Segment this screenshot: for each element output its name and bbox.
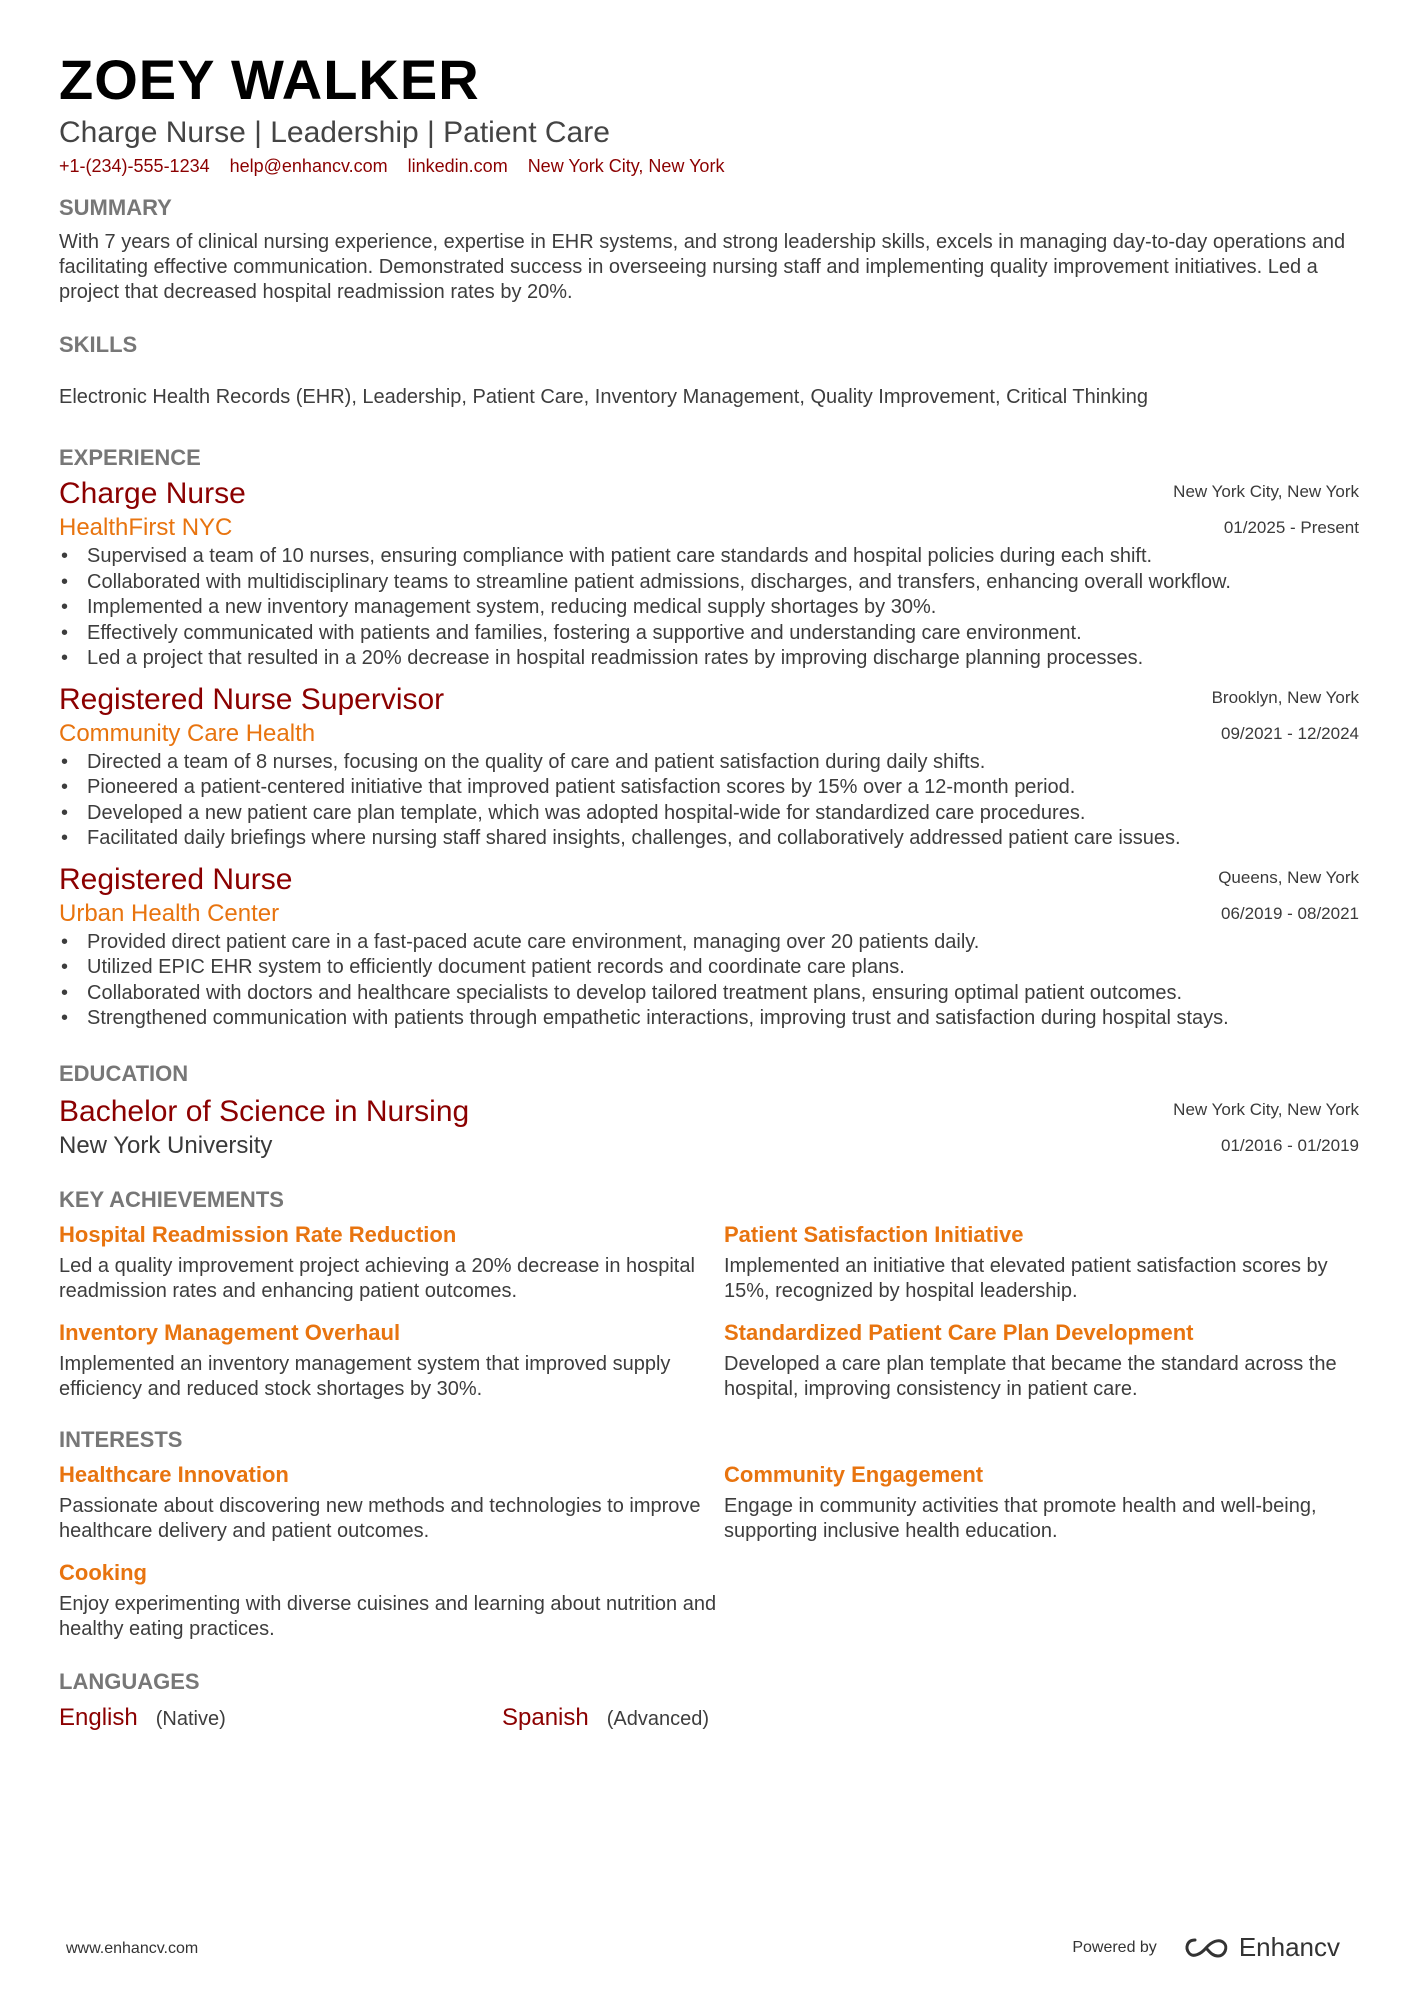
skills-text: Electronic Health Records (EHR), Leadership, Patient Care, Inventory Management, Quality Improvement, Critical Thinking <box>59 386 1148 408</box>
email-link[interactable]: help@enhancv.com <box>229 156 388 176</box>
interest-item <box>724 1460 1359 1544</box>
bullet-item: • Utilized EPIC EHR system to efficiently document patient records and coordinate care plans. <box>59 955 1359 981</box>
interests-grid <box>59 1460 1359 1642</box>
achievement-desc: Developed a care plan template that became the standard across the hospital, improving consistency in patient care. <box>724 1352 1337 1400</box>
bullet-item: • Led a project that resulted in a 20% decrease in hospital readmission rates by improving discharge planning processes. <box>59 646 1359 672</box>
bullet-item: • Directed a team of 8 nurses, focusing on the quality of care and patient satisfaction during daily shifts. <box>59 750 1359 776</box>
language-name: English <box>59 1703 138 1731</box>
achievements-grid <box>59 1220 1359 1402</box>
achievement-title: Hospital Readmission Rate Reduction <box>59 1221 457 1247</box>
job-location: Brooklyn, New York <box>1211 687 1359 707</box>
footer-branding <box>1072 1932 1340 1963</box>
section-title-education: EDUCATION <box>59 1060 189 1086</box>
interest-item <box>59 1558 724 1642</box>
resume-page <box>59 44 1359 1732</box>
job-dates: 01/2025 - Present <box>1223 518 1359 537</box>
achievement-item <box>59 1318 724 1402</box>
interest-desc: Passionate about discovering new methods and technologies to improve healthcare delivery and patient outcomes. <box>59 1494 701 1542</box>
company-name: HealthFirst NYC <box>59 514 233 541</box>
job-title: Charge Nurse <box>59 477 246 510</box>
achievement-item <box>724 1220 1359 1304</box>
achievement-desc: Implemented an initiative that elevated patient satisfaction scores by 15%, recognized by hospital leadership. <box>724 1254 1328 1302</box>
achievements-section <box>59 1186 1359 1402</box>
job-bullets <box>59 930 1359 1032</box>
powered-by-text: Powered by <box>1072 1938 1157 1956</box>
language-level: (Advanced) <box>606 1707 710 1730</box>
contact-bar <box>59 154 1359 178</box>
achievement-title: Standardized Patient Care Plan Development <box>724 1319 1194 1345</box>
candidate-title: Charge Nurse | Leadership | Patient Care <box>59 116 610 149</box>
education-location: New York City, New York <box>1173 1099 1359 1119</box>
linkedin-link[interactable]: linkedin.com <box>407 156 508 176</box>
bullet-item: • Developed a new patient care plan template, which was adopted hospital-wide for standardized care procedures. <box>59 801 1359 827</box>
school-name: New York University <box>59 1131 273 1159</box>
experience-section <box>59 444 1359 1032</box>
bullet-item: • Pioneered a patient-centered initiative that improved patient satisfaction scores by 15% over a 12-month period. <box>59 775 1359 801</box>
bullet-item: • Effectively communicated with patients and families, fostering a supportive and understanding care environment. <box>59 621 1359 647</box>
job-entry <box>59 682 1359 852</box>
interest-title: Cooking <box>59 1559 147 1585</box>
job-header <box>59 862 1359 930</box>
language-name: Spanish <box>502 1703 589 1731</box>
candidate-name: ZOEY WALKER <box>59 48 480 111</box>
interest-title: Community Engagement <box>724 1461 984 1487</box>
job-location: New York City, New York <box>1173 482 1359 501</box>
interests-section <box>59 1426 1359 1642</box>
education-dates: 01/2016 - 01/2019 <box>1220 1135 1359 1155</box>
enhancv-logo[interactable] <box>1183 1932 1340 1963</box>
bullet-item: • Implemented a new inventory management system, reducing medical supply shortages by 30%. <box>59 595 1359 621</box>
language-item <box>59 1704 502 1732</box>
job-header <box>59 682 1359 750</box>
interest-item <box>59 1460 724 1544</box>
location-text: New York City, New York <box>527 156 725 176</box>
language-item <box>502 1704 902 1732</box>
section-title-languages: LANGUAGES <box>59 1668 200 1694</box>
job-bullets <box>59 750 1359 852</box>
section-title-interests: INTERESTS <box>59 1426 183 1452</box>
bullet-item: • Facilitated daily briefings where nursing staff shared insights, challenges, and collaboratively addressed patient care issues. <box>59 826 1359 852</box>
languages-section <box>59 1668 1359 1732</box>
section-title-experience: EXPERIENCE <box>59 445 201 470</box>
phone-link[interactable]: +1-(234)-555-1234 <box>59 156 210 176</box>
job-entry <box>59 476 1359 672</box>
interest-desc: Engage in community activities that promote health and well-being, supporting inclusive health education. <box>724 1494 1317 1542</box>
job-location: Queens, New York <box>1218 867 1359 887</box>
bullet-item: • Provided direct patient care in a fast-paced acute care environment, managing over 20 patients daily. <box>59 930 1359 956</box>
enhancv-logo-icon <box>1183 1936 1229 1960</box>
achievement-title: Inventory Management Overhaul <box>59 1319 401 1345</box>
bullet-item: • Collaborated with doctors and healthcare specialists to develop tailored treatment plans, ensuring optimal patient outcomes. <box>59 981 1359 1007</box>
language-level: (Native) <box>155 1707 226 1730</box>
summary-section <box>59 194 1359 305</box>
job-entry <box>59 862 1359 1032</box>
job-dates: 09/2021 - 12/2024 <box>1220 723 1359 743</box>
achievement-item <box>724 1318 1359 1402</box>
company-name: Community Care Health <box>59 719 316 747</box>
job-title: Registered Nurse Supervisor <box>59 682 445 716</box>
bullet-item: • Collaborated with multidisciplinary teams to streamline patient admissions, discharges, and transfers, enhancing overall workflow. <box>59 570 1359 596</box>
education-section <box>59 1060 1359 1162</box>
interest-title: Healthcare Innovation <box>59 1461 289 1487</box>
achievement-desc: Led a quality improvement project achieving a 20% decrease in hospital readmission rates and enhancing patient outcomes. <box>59 1254 695 1302</box>
footer-website-link[interactable]: www.enhancv.com <box>66 1940 199 1957</box>
section-title-summary: SUMMARY <box>59 195 172 220</box>
brand-name: Enhancv <box>1238 1932 1340 1962</box>
education-entry <box>59 1094 1359 1162</box>
bullet-item: • Supervised a team of 10 nurses, ensuring compliance with patient care standards and hospital policies during each shift. <box>59 544 1359 570</box>
job-bullets <box>59 544 1359 672</box>
section-title-skills: SKILLS <box>59 332 138 357</box>
achievement-desc: Implemented an inventory management system that improved supply efficiency and reduced stock shortages by 30%. <box>59 1352 671 1400</box>
job-header <box>59 476 1359 544</box>
job-dates: 06/2019 - 08/2021 <box>1220 903 1359 923</box>
job-title: Registered Nurse <box>59 862 293 896</box>
interest-desc: Enjoy experimenting with diverse cuisines and learning about nutrition and healthy eating practices. <box>59 1592 717 1640</box>
skills-section <box>59 331 1359 410</box>
company-name: Urban Health Center <box>59 899 280 927</box>
section-title-achievements: KEY ACHIEVEMENTS <box>59 1186 284 1212</box>
bullet-item: • Strengthened communication with patients through empathetic interactions, improving trust and satisfaction during hospital stays. <box>59 1006 1359 1032</box>
languages-row <box>59 1704 1359 1732</box>
achievement-title: Patient Satisfaction Initiative <box>724 1221 1024 1247</box>
achievement-item <box>59 1220 724 1304</box>
summary-text: With 7 years of clinical nursing experience, expertise in EHR systems, and strong leadership skills, excels in managing day-to-day operations and facilitating effective communication. Demonstrated success in overseeing nursing staff and implementing quality improvement initiatives. Led a project that decreased hospital readmission rates by 20%. <box>59 231 1346 303</box>
degree-title: Bachelor of Science in Nursing <box>59 1094 470 1128</box>
